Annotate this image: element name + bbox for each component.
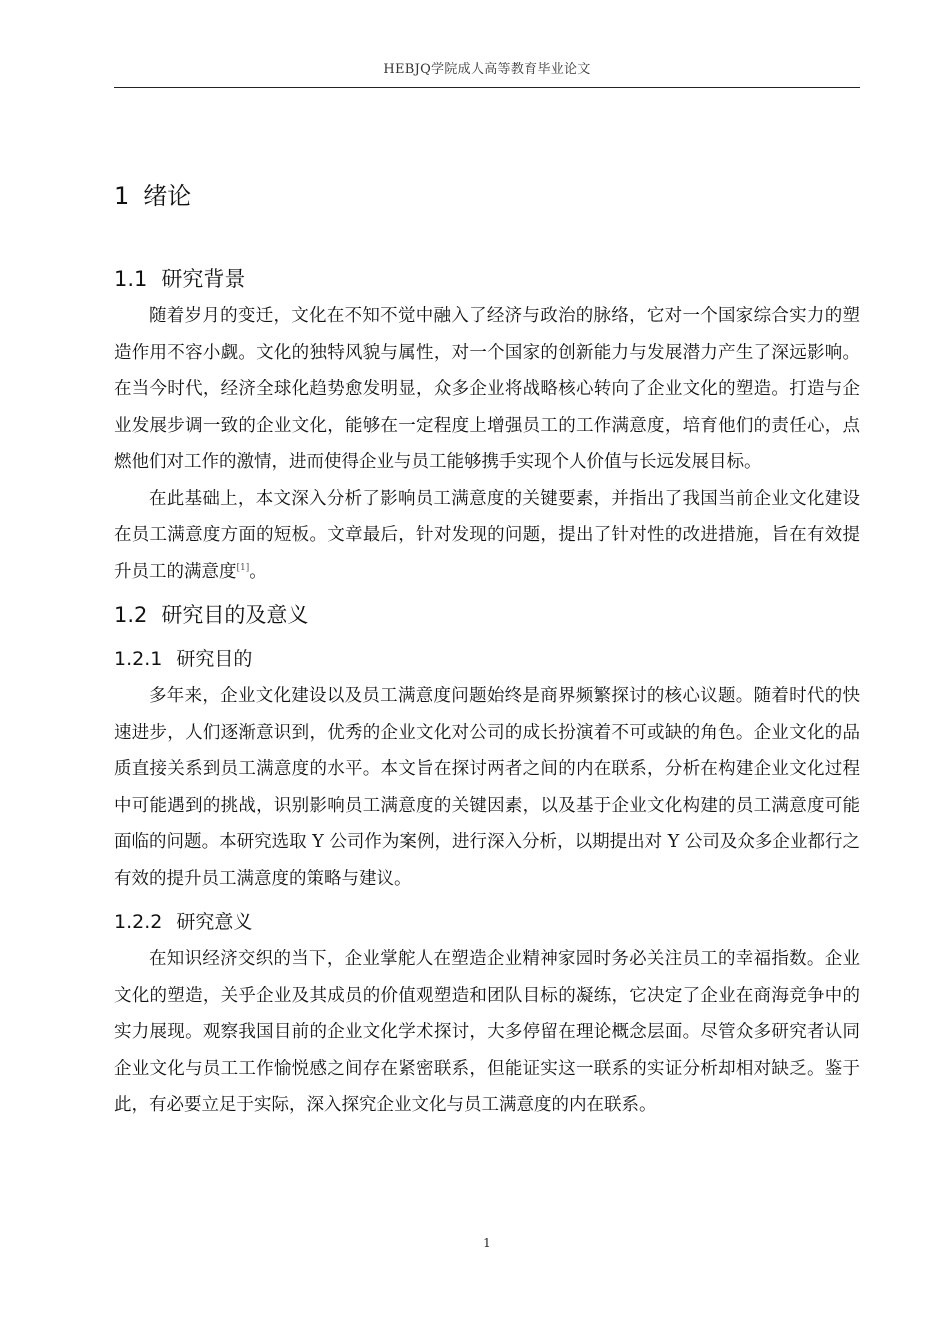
document-body — [114, 170, 860, 1124]
subsection-heading-1-2-1 — [114, 640, 860, 678]
subsection-number: 1.2.2 — [114, 911, 163, 933]
chapter-title: 绪论 — [143, 182, 192, 210]
section-number: 1.2 — [114, 603, 148, 627]
paragraph: 在知识经济交织的当下，企业掌舵人在塑造企业精神家园时务必关注员工的幸福指数。企业文化的塑造，关乎企业及其成员的价值观塑造和团队目标的凝练，它决定了企业在商海竞争中的实力展现。观察我国目前的企业文化学术探讨，大多停留在理论概念层面。尽管众多研究者认同企业文化与员工工作愉悦感之间存在紧密联系，但能证实这一联系的实证分析却相对缺乏。鉴于此，有必要立足于实际，深入探究企业文化与员工满意度的内在联系。 — [114, 949, 860, 1115]
paragraph-text: 在此基础上，本文深入分析了影响员工满意度的关键要素，并指出了我国当前企业文化建设在员工满意度方面的短板。文章最后，针对发现的问题，提出了针对性的改进措施，旨在有效提升员工的满意度 — [114, 488, 860, 582]
section-heading-1-1 — [114, 260, 860, 298]
chapter-number: 1 — [114, 182, 130, 210]
paragraph: 多年来，企业文化建设以及员工满意度问题始终是商界频繁探讨的核心议题。随着时代的快速进步，人们逐渐意识到，优秀的企业文化对公司的成长扮演着不可或缺的角色。企业文化的品质直接关系到员工满意度的水平。本文旨在探讨两者之间的内在联系，分析在构建企业文化过程中可能遇到的挑战，识别影响员工满意度的关键因素，以及基于企业文化构建的员工满意度可能面临的问题。本研究选取 Y 公司作为案例，进行深入分析，以期提出对 Y 公司及众多企业都行之有效的提升员工满意度的策略与建议。 — [114, 686, 860, 889]
running-header: HEBJQ学院成人高等教育毕业论文 — [383, 62, 591, 77]
paragraph — [114, 481, 860, 591]
page-number: 1 — [483, 1236, 491, 1250]
chapter-heading — [114, 170, 860, 222]
paragraph-end-punctuation: 。 — [249, 561, 267, 582]
subsection-heading-1-2-2 — [114, 903, 860, 941]
subsection-number: 1.2.1 — [114, 648, 163, 670]
subsection-title: 研究意义 — [176, 911, 253, 933]
section-heading-1-2 — [114, 596, 860, 634]
citation-mark: [1] — [236, 562, 250, 573]
section-title: 研究目的及意义 — [161, 603, 309, 627]
paragraph: 随着岁月的变迁，文化在不知不觉中融入了经济与政治的脉络，它对一个国家综合实力的塑造作用不容小觑。文化的独特风貌与属性，对一个国家的创新能力与发展潜力产生了深远影响。在当今时代，经济全球化趋势愈发明显，众多企业将战略核心转向了企业文化的塑造。打造与企业发展步调一致的企业文化，能够在一定程度上增强员工的工作满意度，培育他们的责任心，点燃他们对工作的激情，进而使得企业与员工能够携手实现个人价值与长远发展目标。 — [114, 306, 860, 472]
header-divider — [114, 87, 860, 88]
section-number: 1.1 — [114, 267, 148, 291]
section-title: 研究背景 — [161, 267, 246, 291]
subsection-title: 研究目的 — [176, 648, 253, 670]
